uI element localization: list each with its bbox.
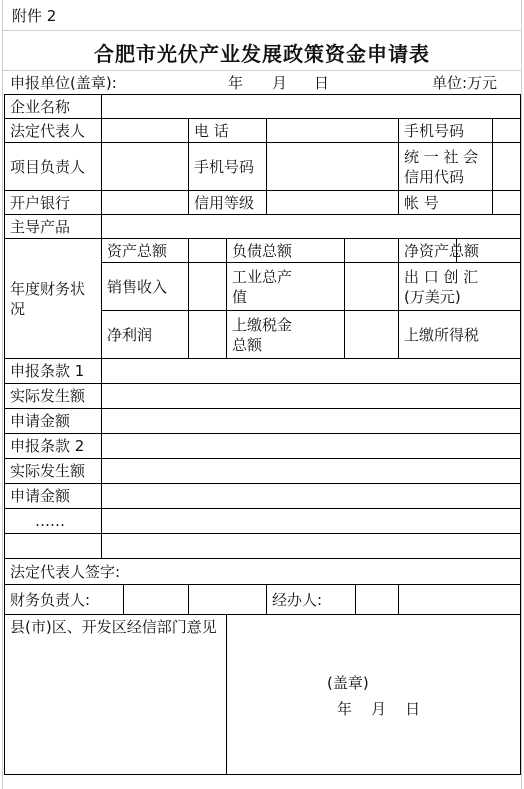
seal-label: (盖章) <box>327 674 369 692</box>
finance-head-field[interactable] <box>123 585 124 614</box>
industrial-output-label-1: 工业总产 <box>232 267 293 286</box>
legal-rep-field[interactable] <box>102 119 189 143</box>
mobile-field[interactable] <box>492 119 493 142</box>
page-right-border <box>521 0 522 789</box>
form-meta-row <box>4 70 520 94</box>
date-label: 年 月 日 <box>337 700 421 718</box>
total-liabilities-field[interactable] <box>345 239 399 263</box>
table-row <box>5 239 521 263</box>
total-liabilities-label: 负债总额 <box>227 239 345 263</box>
credit-code-field[interactable] <box>492 143 493 190</box>
ellipsis-field[interactable] <box>102 509 521 534</box>
table-row <box>5 434 521 459</box>
month-label: 月 <box>272 74 288 92</box>
actual2-field[interactable] <box>102 459 521 484</box>
industrial-output-label <box>227 263 345 311</box>
mobile2-label: 手机号码 <box>189 143 267 191</box>
finance-status-label <box>5 239 102 359</box>
export-label-2: (万美元) <box>404 287 461 306</box>
tax-paid-label <box>227 311 345 359</box>
table-row <box>5 459 521 484</box>
company-name-label: 企业名称 <box>5 95 102 119</box>
industrial-output-field[interactable] <box>345 263 399 311</box>
account-cell <box>399 191 521 215</box>
main-product-field[interactable] <box>102 215 521 239</box>
legal-rep-sign-label: 法定代表人签字: <box>5 559 521 585</box>
finance-status-label-1: 年度财务状 <box>10 279 86 298</box>
tax-paid-label-1: 上缴税金 <box>232 315 293 334</box>
attachment-label: 附件 2 <box>12 7 57 25</box>
clause1-field[interactable] <box>102 359 521 384</box>
legal-rep-label: 法定代表人 <box>5 119 102 143</box>
project-lead-label: 项目负责人 <box>5 143 102 191</box>
sales-revenue-label: 销售收入 <box>102 263 189 311</box>
table-row <box>5 215 521 239</box>
table-row <box>5 409 521 434</box>
day-label: 日 <box>314 74 330 92</box>
project-lead-field[interactable] <box>102 143 189 191</box>
unit-label: 单位:万元 <box>432 74 498 92</box>
bank-label: 开户银行 <box>5 191 102 215</box>
company-name-field[interactable] <box>102 95 521 119</box>
opinion-label: 县(市)区、开发区经信部门意见 <box>5 615 227 775</box>
net-profit-label: 净利润 <box>102 311 189 359</box>
apply2-label: 申请金额 <box>5 484 102 509</box>
table-row <box>5 384 521 409</box>
table-row <box>5 484 521 509</box>
finance-head-label: 财务负责人: <box>10 590 91 609</box>
export-label <box>399 263 521 311</box>
mobile-label: 手机号码 <box>404 121 465 140</box>
table-row <box>5 559 521 585</box>
credit-rating-field[interactable] <box>267 191 399 215</box>
bank-field[interactable] <box>102 191 189 215</box>
mobile2-field[interactable] <box>267 143 399 191</box>
credit-code-cell <box>399 143 521 191</box>
form-title: 合肥市光伏产业发展政策资金申请表 <box>94 42 430 66</box>
export-label-1: 出 口 创 汇 <box>404 267 479 286</box>
table-row <box>5 191 521 215</box>
blank-label <box>5 534 102 559</box>
apply1-field[interactable] <box>102 409 521 434</box>
finance-head-cell <box>5 585 189 615</box>
table-row <box>5 615 521 775</box>
applicant-label: 申报单位(盖章): <box>10 74 117 92</box>
tax-paid-field[interactable] <box>345 311 399 359</box>
credit-code-label-1: 统 一 社 会 <box>404 147 479 166</box>
handler-field[interactable] <box>355 585 356 614</box>
finance-status-label-2: 况 <box>10 299 26 318</box>
table-row <box>5 509 521 534</box>
tax-paid-label-2: 总额 <box>232 335 263 354</box>
apply2-field[interactable] <box>102 484 521 509</box>
sales-revenue-field[interactable] <box>189 263 227 311</box>
clause1-label: 申报条款 1 <box>5 359 102 384</box>
ellipsis-label: …… <box>5 509 102 534</box>
net-assets-label: 净资产总额 <box>399 239 457 263</box>
mobile-cell <box>399 119 521 143</box>
year-label: 年 <box>228 74 244 92</box>
table-row <box>5 534 521 559</box>
phone-field[interactable] <box>267 119 399 143</box>
actual1-label: 实际发生额 <box>5 384 102 409</box>
handler-sign-field[interactable] <box>399 585 521 615</box>
actual2-label: 实际发生额 <box>5 459 102 484</box>
account-field[interactable] <box>492 191 493 214</box>
opinion-field[interactable] <box>227 615 521 775</box>
table-row <box>5 143 521 191</box>
funding-application-table <box>4 94 521 775</box>
income-tax-label: 上缴所得税 <box>399 311 521 359</box>
account-label: 帐 号 <box>404 193 439 212</box>
credit-rating-label: 信用等级 <box>189 191 267 215</box>
net-profit-field[interactable] <box>189 311 227 359</box>
industrial-output-label-2: 值 <box>232 287 248 306</box>
actual1-field[interactable] <box>102 384 521 409</box>
header-divider <box>2 30 522 31</box>
finance-head-sign-field[interactable] <box>189 585 267 615</box>
phone-label: 电 话 <box>189 119 267 143</box>
credit-code-label-2: 信用代码 <box>404 167 465 186</box>
clause2-label: 申报条款 2 <box>5 434 102 459</box>
table-row <box>5 359 521 384</box>
total-assets-field[interactable] <box>189 239 227 263</box>
apply1-label: 申请金额 <box>5 409 102 434</box>
main-product-label: 主导产品 <box>5 215 102 239</box>
total-assets-label: 资产总额 <box>102 239 189 263</box>
clause2-field[interactable] <box>102 434 521 459</box>
page-left-border <box>2 0 3 789</box>
table-row <box>5 119 521 143</box>
handler-cell <box>267 585 399 615</box>
blank-field[interactable] <box>102 534 521 559</box>
table-row <box>5 95 521 119</box>
handler-label: 经办人: <box>272 590 323 609</box>
table-row <box>5 585 521 615</box>
